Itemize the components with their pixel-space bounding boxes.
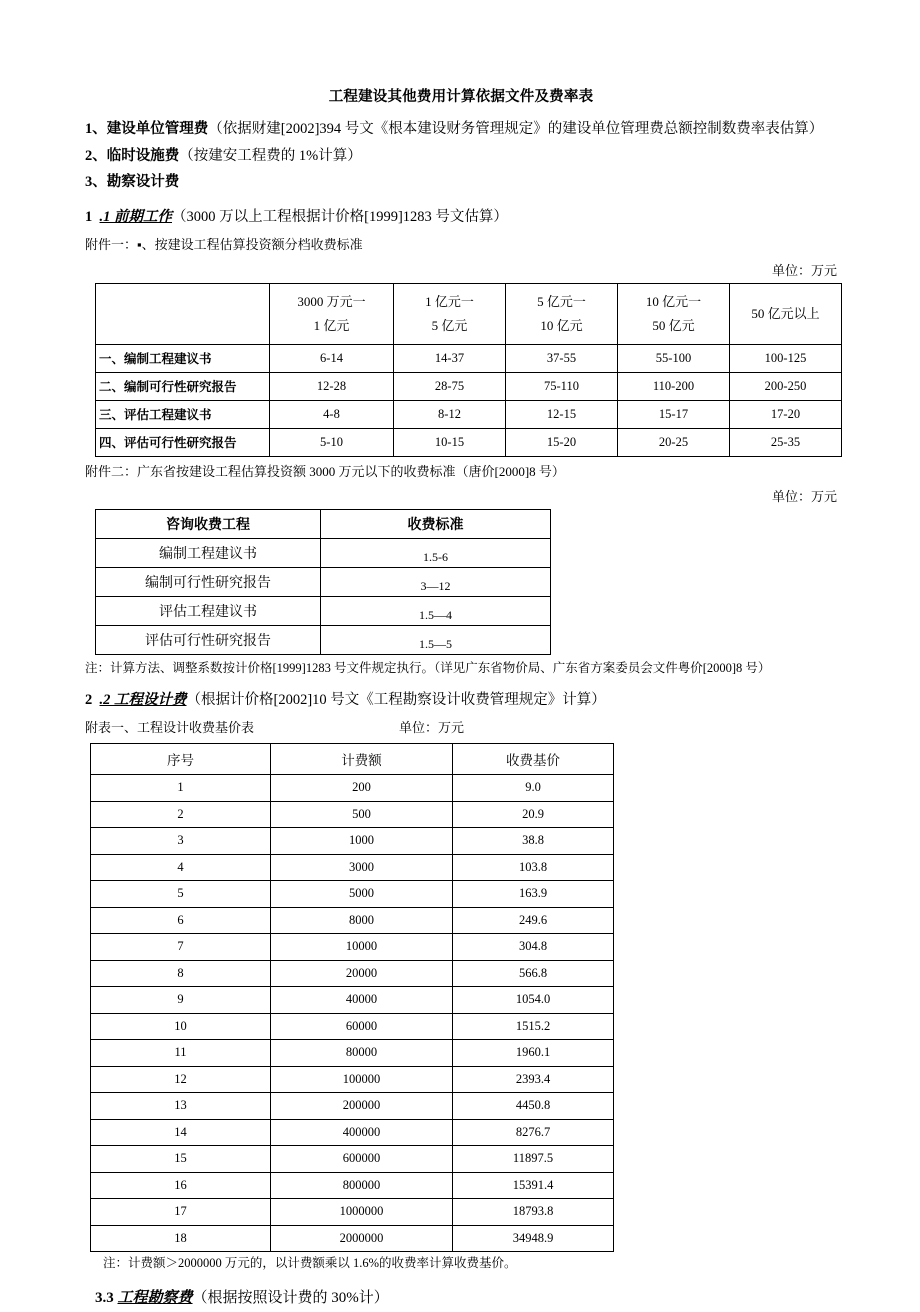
fee-item-1-rest: （依据财建[2002]394 号文《根本建设财务管理规定》的建设单位管理费总额控制数费率表估算） (208, 120, 824, 137)
bp-row-2-amount: 1000 (271, 828, 453, 855)
table-row (96, 626, 551, 655)
section-1-index: 1 (85, 209, 93, 226)
bp-row-17-price: 34948.9 (453, 1225, 614, 1252)
bracket-row-0-label: 一、编制工程建议书 (96, 344, 270, 372)
section-3-index: 3.3 (95, 1290, 114, 1307)
document-content (85, 88, 837, 1312)
bracket-header-4-line1: 10 亿元一 (645, 293, 702, 309)
appendix-table-1-label: 附表一、工程设计收费基价表 (85, 720, 255, 736)
bp-row-17-amount: 2000000 (271, 1225, 453, 1252)
section-heading-3 (95, 1286, 837, 1312)
bracket-cell-3-2: 15-20 (506, 428, 618, 456)
unit-label-1: 单位：万元 (771, 262, 837, 278)
section-1-label: .1 前期工作 (99, 209, 172, 226)
table-row (91, 828, 614, 855)
bp-row-9-amount: 60000 (271, 1013, 453, 1040)
section-3-label: 工程勘察费 (117, 1290, 193, 1307)
bp-row-11-price: 2393.4 (453, 1066, 614, 1093)
bp-row-6-no: 7 (91, 934, 271, 961)
gd-row-3-label: 评估可行性研究报告 (96, 626, 321, 655)
note-after-table3: 注：计费额＞2000000 万元的，以计费额乘以 1.6%的收费率计算收费基价。 (103, 1256, 517, 1271)
bp-row-0-amount: 200 (271, 775, 453, 802)
bracket-row-2-label: 三、评估工程建议书 (96, 400, 270, 428)
bp-row-2-no: 3 (91, 828, 271, 855)
bp-row-15-no: 16 (91, 1172, 271, 1199)
bracket-cell-0-3: 55-100 (618, 344, 730, 372)
bp-row-5-amount: 8000 (271, 907, 453, 934)
table-row (91, 801, 614, 828)
table-row (96, 597, 551, 626)
bp-row-3-price: 103.8 (453, 854, 614, 881)
bp-row-12-price: 4450.8 (453, 1093, 614, 1120)
bp-row-14-no: 15 (91, 1146, 271, 1173)
table-row (96, 283, 842, 344)
bp-row-6-price: 304.8 (453, 934, 614, 961)
bp-row-9-price: 1515.2 (453, 1013, 614, 1040)
table-row (91, 775, 614, 802)
bp-row-1-no: 2 (91, 801, 271, 828)
table-row (96, 344, 842, 372)
bp-row-12-amount: 200000 (271, 1093, 453, 1120)
bracket-cell-1-0: 12-28 (270, 372, 394, 400)
bp-row-11-no: 12 (91, 1066, 271, 1093)
bracket-cell-2-1: 8-12 (394, 400, 506, 428)
bp-row-13-price: 8276.7 (453, 1119, 614, 1146)
bp-row-12-no: 13 (91, 1093, 271, 1120)
table-row (91, 934, 614, 961)
bracket-cell-0-1: 14-37 (394, 344, 506, 372)
bracket-header-4 (618, 283, 730, 344)
table-row (91, 1040, 614, 1067)
bracket-header-3-line1: 5 亿元一 (537, 293, 586, 309)
table-row (91, 1172, 614, 1199)
bp-header-2: 收费基价 (453, 744, 614, 775)
gd-row-0-label: 编制工程建议书 (96, 539, 321, 568)
table-row (96, 539, 551, 568)
gd-row-0-value: 1.5-6 (321, 539, 551, 568)
bp-row-13-no: 14 (91, 1119, 271, 1146)
bp-row-2-price: 38.8 (453, 828, 614, 855)
bracket-row-1-label: 二、编制可行性研究报告 (96, 372, 270, 400)
bp-row-9-no: 10 (91, 1013, 271, 1040)
bracket-cell-3-1: 10-15 (394, 428, 506, 456)
bp-row-0-price: 9.0 (453, 775, 614, 802)
bp-row-4-amount: 5000 (271, 881, 453, 908)
bp-row-4-price: 163.9 (453, 881, 614, 908)
table-row (91, 1013, 614, 1040)
fee-item-3-lead: 3、勘察设计费 (85, 174, 180, 191)
gd-row-1-value: 3—12 (321, 568, 551, 597)
table-row (91, 1146, 614, 1173)
table-row (96, 400, 842, 428)
bracket-cell-1-3: 110-200 (618, 372, 730, 400)
bracket-header-2-line1: 1 亿元一 (425, 293, 474, 309)
table-row (91, 1225, 614, 1252)
bracket-cell-2-4: 17-20 (730, 400, 842, 428)
section-3-rest: （根据按照设计费的 30%计） (192, 1290, 389, 1307)
bp-row-15-price: 15391.4 (453, 1172, 614, 1199)
bracket-row-3-label: 四、评估可行性研究报告 (96, 428, 270, 456)
table-row (96, 428, 842, 456)
bp-row-0-no: 1 (91, 775, 271, 802)
bracket-cell-2-3: 15-17 (618, 400, 730, 428)
bracket-cell-1-2: 75-110 (506, 372, 618, 400)
bracket-cell-3-3: 20-25 (618, 428, 730, 456)
gd-row-3-value: 1.5—5 (321, 626, 551, 655)
bp-row-3-no: 4 (91, 854, 271, 881)
bracket-cell-2-2: 12-15 (506, 400, 618, 428)
table-row (91, 987, 614, 1014)
bp-row-13-amount: 400000 (271, 1119, 453, 1146)
table-row (91, 960, 614, 987)
bp-row-7-price: 566.8 (453, 960, 614, 987)
bracket-header-2 (394, 283, 506, 344)
bp-row-8-amount: 40000 (271, 987, 453, 1014)
table-row (91, 907, 614, 934)
bp-row-16-amount: 1000000 (271, 1199, 453, 1226)
bracket-cell-0-0: 6-14 (270, 344, 394, 372)
bracket-header-1-line2: 1 亿元 (313, 317, 350, 333)
bracket-cell-1-1: 28-75 (394, 372, 506, 400)
bracket-cell-1-4: 200-250 (730, 372, 842, 400)
bp-row-1-price: 20.9 (453, 801, 614, 828)
bracket-header-1 (270, 283, 394, 344)
bp-row-10-no: 11 (91, 1040, 271, 1067)
bracket-header-3 (506, 283, 618, 344)
bp-row-3-amount: 3000 (271, 854, 453, 881)
fee-item-2-lead: 2、临时设施费 (85, 147, 180, 164)
bp-row-5-price: 249.6 (453, 907, 614, 934)
bp-row-5-no: 6 (91, 907, 271, 934)
bracket-cell-2-0: 4-8 (270, 400, 394, 428)
table-guangdong-fees (95, 509, 551, 655)
bracket-header-2-line2: 5 亿元 (431, 317, 468, 333)
bp-row-16-no: 17 (91, 1199, 271, 1226)
table-bracket-fees (95, 283, 842, 457)
table-base-price (90, 743, 614, 1252)
gd-row-2-label: 评估工程建议书 (96, 597, 321, 626)
table-row (91, 881, 614, 908)
section-2-label: .2 工程设计费 (99, 692, 187, 709)
page-title: 工程建设其他费用计算依据文件及费率表 (328, 89, 594, 105)
bracket-cell-0-4: 100-125 (730, 344, 842, 372)
bp-row-10-price: 1960.1 (453, 1040, 614, 1067)
table-row (91, 744, 614, 775)
bp-row-6-amount: 10000 (271, 934, 453, 961)
section-2-index: 2 (85, 692, 93, 709)
bp-row-8-no: 9 (91, 987, 271, 1014)
table-row (91, 1199, 614, 1226)
bp-row-4-no: 5 (91, 881, 271, 908)
fee-item-2 (85, 144, 837, 169)
bp-row-17-no: 18 (91, 1225, 271, 1252)
bracket-header-4-line2: 50 亿元 (652, 317, 695, 333)
fee-item-1-lead: 1、建设单位管理费 (85, 120, 209, 137)
bp-row-7-amount: 20000 (271, 960, 453, 987)
gd-header-1: 收费标准 (321, 510, 551, 539)
bracket-cell-3-0: 5-10 (270, 428, 394, 456)
table-row (96, 568, 551, 597)
bracket-cell-3-4: 25-35 (730, 428, 842, 456)
gd-row-2-value: 1.5—4 (321, 597, 551, 626)
bp-header-0: 序号 (91, 744, 271, 775)
bracket-cell-0-2: 37-55 (506, 344, 618, 372)
bp-row-8-price: 1054.0 (453, 987, 614, 1014)
appendix-table-1-header (85, 717, 837, 739)
section-heading-1 (85, 204, 837, 230)
gd-header-0: 咨询收费工程 (96, 510, 321, 539)
bracket-header-5: 50 亿元以上 (730, 283, 842, 344)
table-row (96, 510, 551, 539)
section-heading-2 (85, 687, 837, 713)
table-row (91, 854, 614, 881)
fee-item-3 (85, 170, 837, 195)
bp-row-11-amount: 100000 (271, 1066, 453, 1093)
bp-row-10-amount: 80000 (271, 1040, 453, 1067)
attachment-2-line: 附件二：广东省按建设工程估算投资额 3000 万元以下的收费标准（唐价[2000]8 号） (85, 463, 565, 479)
table-row (91, 1093, 614, 1120)
bp-row-1-amount: 500 (271, 801, 453, 828)
bp-row-7-no: 8 (91, 960, 271, 987)
attachment-1-line: 附件一：▪、按建设工程估算投资额分档收费标准 (85, 237, 363, 253)
bp-row-16-price: 18793.8 (453, 1199, 614, 1226)
unit-label-3: 单位：万元 (399, 720, 465, 736)
table-row (91, 1066, 614, 1093)
bp-row-14-price: 11897.5 (453, 1146, 614, 1173)
section-1-rest: （3000 万以上工程根据计价格[1999]1283 号文估算） (172, 209, 508, 226)
bp-row-14-amount: 600000 (271, 1146, 453, 1173)
fee-item-2-rest: （按建安工程费的 1%计算） (179, 147, 362, 164)
bracket-header-3-line2: 10 亿元 (540, 317, 583, 333)
table-row (96, 372, 842, 400)
unit-label-2: 单位：万元 (771, 488, 837, 504)
section-2-rest: （根据计价格[2002]10 号文《工程勘察设计收费管理规定》计算） (186, 692, 606, 709)
bracket-header-corner (96, 283, 270, 344)
bp-row-15-amount: 800000 (271, 1172, 453, 1199)
bracket-header-1-line1: 3000 万元一 (297, 293, 366, 309)
gd-row-1-label: 编制可行性研究报告 (96, 568, 321, 597)
note-after-table2: 注：计算方法、调整系数按计价格[1999]1283 号文件规定执行。（详见广东省物价局、广东省方案委员会文件粤价[2000]8 号） (85, 661, 771, 676)
fee-item-1 (85, 117, 837, 142)
table-row (91, 1119, 614, 1146)
bp-header-1: 计费额 (271, 744, 453, 775)
